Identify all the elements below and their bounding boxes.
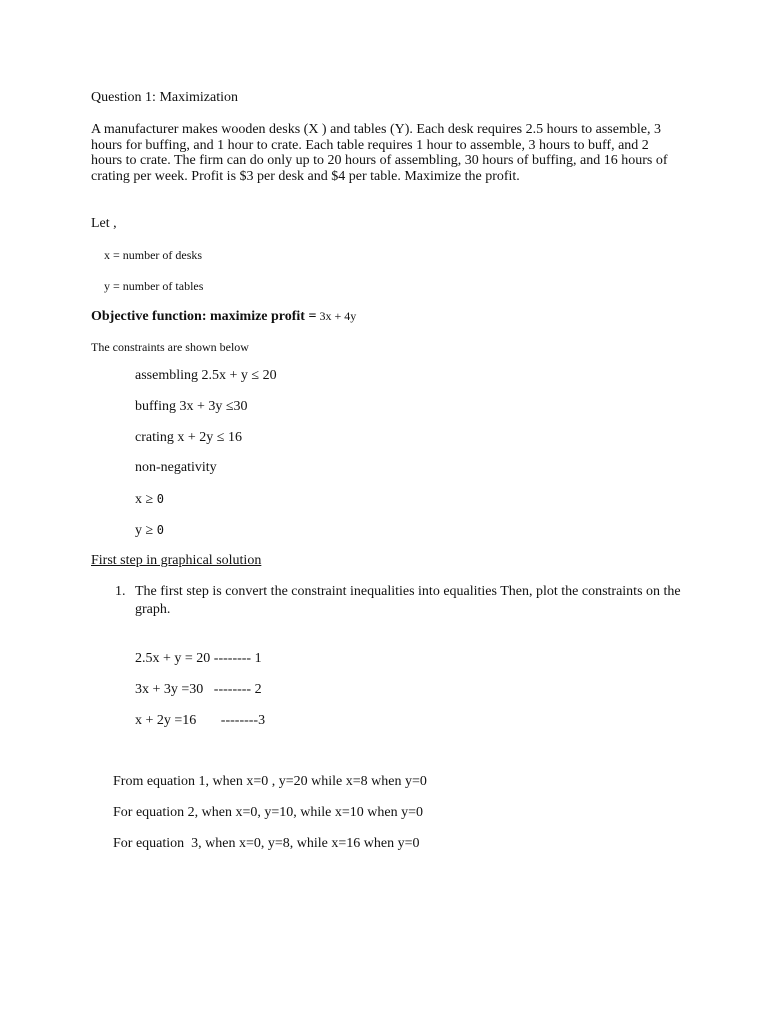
question-title: Question 1: Maximization (91, 90, 238, 105)
problem-line: crating per week. Profit is $3 per desk and $4 per table. Maximize the profit. (91, 168, 520, 184)
intercept-equation-2: For equation 2, when x=0, y=10, while x=10 when y=0 (113, 805, 423, 820)
objective-function (91, 308, 356, 325)
step1-text-line1: The first step is convert the constraint inequalities into equalities Then, plot the constraints on the (135, 584, 681, 599)
step-heading: First step in graphical solution (91, 553, 262, 568)
constraint-y-nonnegative (135, 522, 164, 539)
constraints-intro: The constraints are shown below (91, 340, 249, 354)
equation-1: 2.5x + y = 20 -------- 1 (135, 651, 262, 666)
problem-statement (91, 122, 681, 184)
problem-line: A manufacturer makes wooden desks (X ) and tables (Y). Each desk requires 2.5 hours to assemble, 3 (91, 122, 661, 137)
step1-text-line2: graph. (135, 602, 171, 617)
y-nonneg-variable: y ≥ (135, 523, 157, 538)
x-nonneg-variable: x ≥ (135, 492, 157, 507)
constraint-nonnegativity-label: non-negativity (135, 460, 217, 475)
problem-line: hours for buffing, and 1 hour to crate. Each table requires 1 hour to assemble, 3 hours to buff, and 2 (91, 137, 649, 153)
constraint-assembling: assembling 2.5x + y ≤ 20 (135, 368, 277, 383)
objective-expression: 3x + 4y (316, 309, 357, 323)
x-nonneg-zero: 0 (156, 492, 164, 506)
step1-number: 1. (115, 584, 126, 599)
variable-x-definition: x = number of desks (104, 248, 203, 262)
constraint-x-nonnegative (135, 491, 164, 508)
problem-line: hours to crate. The firm can do only up to 20 hours of assembling, 30 hours of buffing, and 16 hours of (91, 153, 668, 169)
intercept-equation-3: For equation 3, when x=0, y=8, while x=16 when y=0 (113, 836, 420, 851)
objective-label: Objective function: maximize profit = (91, 309, 317, 324)
equation-3: x + 2y =16 --------3 (135, 713, 266, 728)
variable-y-definition: y = number of tables (104, 279, 204, 293)
constraint-buffing: buffing 3x + 3y ≤30 (135, 399, 248, 414)
y-nonneg-zero: 0 (156, 523, 164, 537)
constraint-crating: crating x + 2y ≤ 16 (135, 430, 242, 445)
equation-2: 3x + 3y =30 -------- 2 (135, 682, 262, 697)
let-label: Let , (91, 216, 117, 231)
intercept-equation-1: From equation 1, when x=0 , y=20 while x=8 when y=0 (113, 774, 427, 789)
